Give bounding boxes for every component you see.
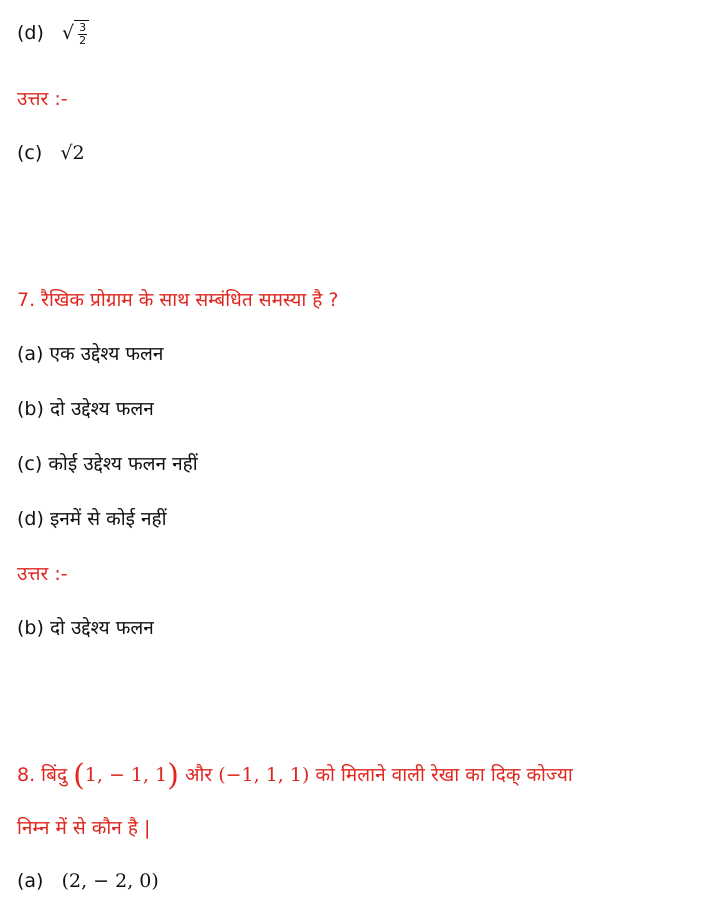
- answer-value-line: [17, 140, 85, 166]
- q7-answer-heading: उत्तर :-: [17, 563, 68, 585]
- option-label: (d): [17, 508, 44, 530]
- option-text: दो उद्देश्य फलन: [49, 398, 154, 420]
- option-text: एक उद्देश्य फलन: [49, 343, 164, 365]
- answer-label: (b): [17, 617, 44, 639]
- option-value: (2, − 2, 0): [61, 870, 159, 892]
- option-label: (a): [17, 343, 44, 365]
- q7-option-c: [17, 451, 198, 477]
- question-8-line-2: निम्न में से कौन है |: [17, 817, 151, 839]
- option-text: इनमें से कोई नहीं: [49, 508, 167, 530]
- point-1: (1, − 1, 1): [73, 758, 179, 793]
- q7-option-d: [17, 506, 167, 532]
- answer-value: √2: [60, 142, 85, 164]
- q7-option-a: [17, 341, 163, 367]
- option-label: (b): [17, 398, 44, 420]
- fraction-radicand: [74, 20, 89, 47]
- question-8-line-1: [17, 758, 573, 793]
- sqrt-icon: √: [61, 22, 75, 44]
- fraction-denominator: 2: [79, 34, 87, 47]
- q8-joiner: और: [184, 764, 213, 786]
- option-label: (a): [17, 870, 44, 892]
- fraction: [78, 22, 87, 47]
- q8-option-a: [17, 868, 159, 894]
- q7-option-b: [17, 396, 154, 422]
- fraction-numerator: 3: [79, 21, 87, 34]
- answer-heading: उत्तर :-: [17, 88, 68, 110]
- q8-prefix: 8. बिंदु: [17, 764, 68, 786]
- q8-suffix: को मिलाने वाली रेखा का दिक् कोज्या: [315, 764, 573, 786]
- answer-text: दो उद्देश्य फलन: [49, 617, 154, 639]
- point-1-coords: 1, − 1, 1: [84, 764, 168, 786]
- option-label: (d): [17, 22, 44, 44]
- option-label: (c): [17, 453, 43, 475]
- answer-label: (c): [17, 142, 43, 164]
- option-text: कोई उद्देश्य फलन नहीं: [48, 453, 198, 475]
- point-2: (−1, 1, 1): [218, 764, 310, 786]
- q7-answer: [17, 615, 154, 641]
- question-7: 7. रैखिक प्रोग्राम के साथ सम्बंधित समस्या है ?: [17, 289, 339, 311]
- prev-option-d: [17, 20, 89, 47]
